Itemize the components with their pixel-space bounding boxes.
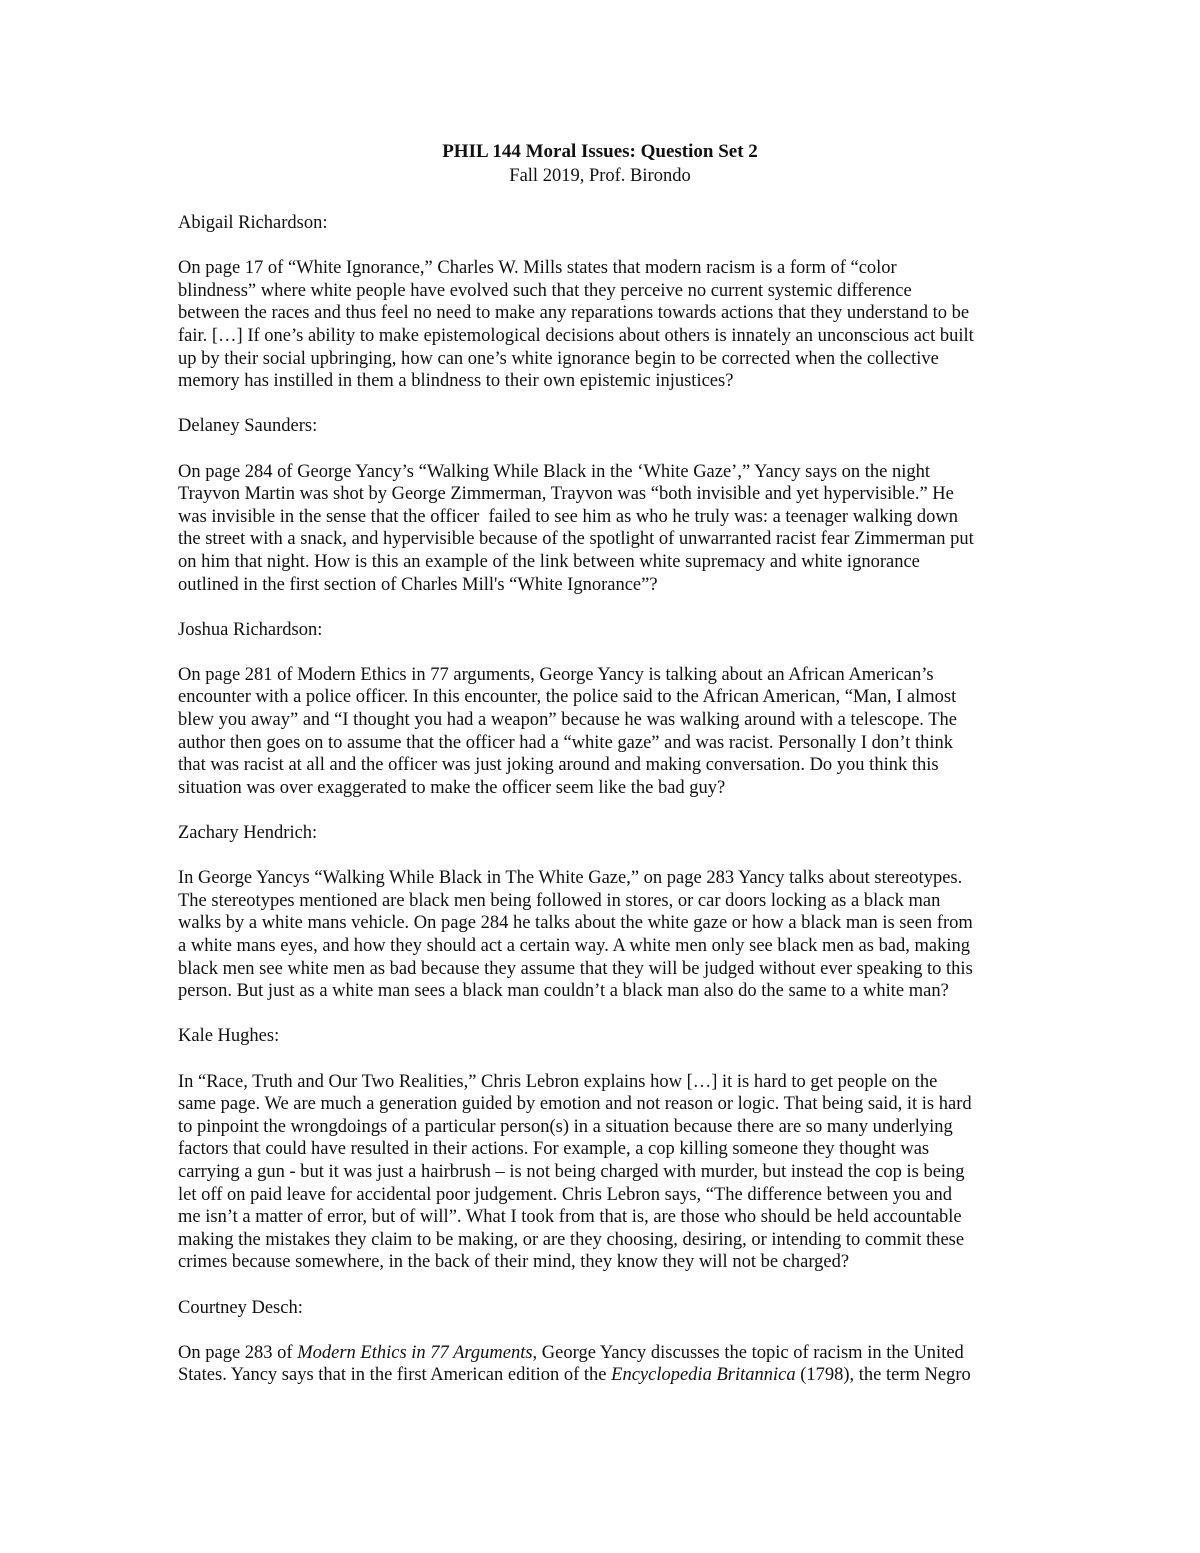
paragraph-line: situation was over exaggerated to make the officer seem like the bad guy?	[178, 777, 726, 798]
paragraph-line: blindness” where white people have evolved such that they perceive no current systemic difference	[178, 280, 912, 301]
line-text: On page 283 of	[178, 1342, 298, 1363]
paragraph-line: outlined in the first section of Charles Mill's “White Ignorance”?	[178, 574, 658, 595]
paragraph-line: that was racist at all and the officer was just joking around and making conversation. Do you think this	[178, 755, 939, 776]
paragraph-line: On page 17 of “White Ignorance,” Charles W. Mills states that modern racism is a form of “color	[178, 258, 897, 279]
entry-paragraph	[178, 257, 1028, 393]
paragraph-line	[178, 1342, 1028, 1365]
entry-paragraph	[178, 1342, 1028, 1387]
paragraph-line: the street with a snack, and hypervisible because of the spotlight of unwarranted racist fear Zimmerman put	[178, 529, 974, 550]
paragraph-line	[178, 1364, 1028, 1387]
line-text: , George Yancy discusses the topic of racism in the United	[532, 1342, 964, 1363]
paragraph-line: Trayvon Martin was shot by George Zimmerman, Trayvon was “both invisible and yet hypervisible.” He	[178, 484, 954, 505]
paragraph-line: black men see white men as bad because they assume that they will be judged without ever speaking to this	[178, 958, 973, 979]
paragraph-line: fair. […] If one’s ability to make epistemological decisions about others is innately an unconscious act built	[178, 325, 974, 346]
paragraph-line: person. But just as a white man sees a black man couldn’t a black man also do the same to a white man?	[178, 981, 949, 1002]
entry-paragraph	[178, 867, 1028, 1003]
book-title-italic: Modern Ethics in 77 Arguments	[297, 1342, 533, 1363]
paragraph-line: factors that could have resulted in their actions. For example, a cop killing someone they thought was	[178, 1139, 930, 1160]
document-body	[178, 212, 1028, 1387]
paragraph-line: let off on paid leave for accidental poor judgement. Chris Lebron says, “The difference between you and	[178, 1184, 952, 1205]
paragraph-line: In “Race, Truth and Our Two Realities,” Chris Lebron explains how […] it is hard to get people on the	[178, 1071, 938, 1092]
paragraph-line: walks by a white mans vehicle. On page 284 he talks about the white gaze or how a black man is seen from	[178, 913, 973, 934]
paragraph-line: a white mans eyes, and how they should act a certain way. A white men only see black men as bad, making	[178, 936, 971, 956]
page-title: PHIL 144 Moral Issues: Question Set 2	[442, 141, 758, 162]
entry-author-name: Delaney Saunders:	[178, 416, 318, 437]
entry-paragraph	[178, 461, 1028, 597]
paragraph-line: On page 284 of George Yancy’s “Walking While Black in the ‘White Gaze’,” Yancy says on the night	[178, 461, 931, 482]
entry-author-name: Courtney Desch:	[178, 1297, 303, 1318]
paragraph-line: between the races and thus feel no need to make any reparations towards actions that they understand to be	[178, 303, 970, 324]
paragraph-line: up by their social upbringing, how can one’s white ignorance begin to be corrected when the collective	[178, 348, 939, 369]
paragraph-line: encounter with a police officer. In this encounter, the police said to the African American, “Man, I almost	[178, 687, 957, 708]
entry-paragraph	[178, 664, 1028, 800]
paragraph-line: me isn’t a matter of error, but of will”. What I took from that is, are those who should be held accountable	[178, 1207, 962, 1228]
paragraph-line: blew you away” and “I thought you had a weapon” because he was walking around with a telescope. The	[178, 710, 957, 731]
paragraph-line: to pinpoint the wrongdoings of a particular person(s) in a situation because there are so many underlying	[178, 1116, 953, 1137]
paragraph-line: carrying a gun - but it was just a hairbrush – is not being charged with murder, but instead the cop is being	[178, 1161, 965, 1182]
line-text: States. Yancy says that in the first American edition of the	[178, 1365, 612, 1386]
paragraph-line: was invisible in the sense that the officer failed to see him as who he truly was: a teenager walking down	[178, 506, 959, 527]
paragraph-line: In George Yancys “Walking While Black in The White Gaze,” on page 283 Yancy talks about stereotypes.	[178, 868, 963, 889]
entry-author-name: Joshua Richardson:	[178, 619, 323, 640]
entry-author-name: Kale Hughes:	[178, 1026, 280, 1047]
paragraph-line: The stereotypes mentioned are black men being followed in stores, or car doors locking as a black man	[178, 890, 941, 911]
document-header	[0, 140, 1200, 188]
paragraph-line: crimes because somewhere, in the back of their mind, they know they will not be charged?	[178, 1252, 850, 1273]
paragraph-line: memory has instilled in them a blindness to their own epistemic injustices?	[178, 371, 734, 392]
paragraph-line: same page. We are much a generation guided by emotion and not reason or logic. That being said, it is hard	[178, 1094, 972, 1115]
entry-author-name: Abigail Richardson:	[178, 213, 328, 233]
entry-author-name: Zachary Hendrich:	[178, 823, 318, 844]
line-text: (1798), the term Negro	[795, 1365, 971, 1386]
paragraph-line: on him that night. How is this an example of the link between white supremacy and white ignorance	[178, 551, 920, 572]
paragraph-line: author then goes on to assume that the officer had a “white gaze” and was racist. Personally I don’t think	[178, 732, 954, 753]
paragraph-line: making the mistakes they claim to be making, or are they choosing, desiring, or intending to commit these	[178, 1229, 965, 1250]
page-subtitle: Fall 2019, Prof. Birondo	[509, 166, 691, 186]
paragraph-line: On page 281 of Modern Ethics in 77 arguments, George Yancy is talking about an African American’s	[178, 664, 934, 685]
entry-paragraph	[178, 1071, 1028, 1274]
book-title-italic: Encyclopedia Britannica	[611, 1365, 796, 1386]
